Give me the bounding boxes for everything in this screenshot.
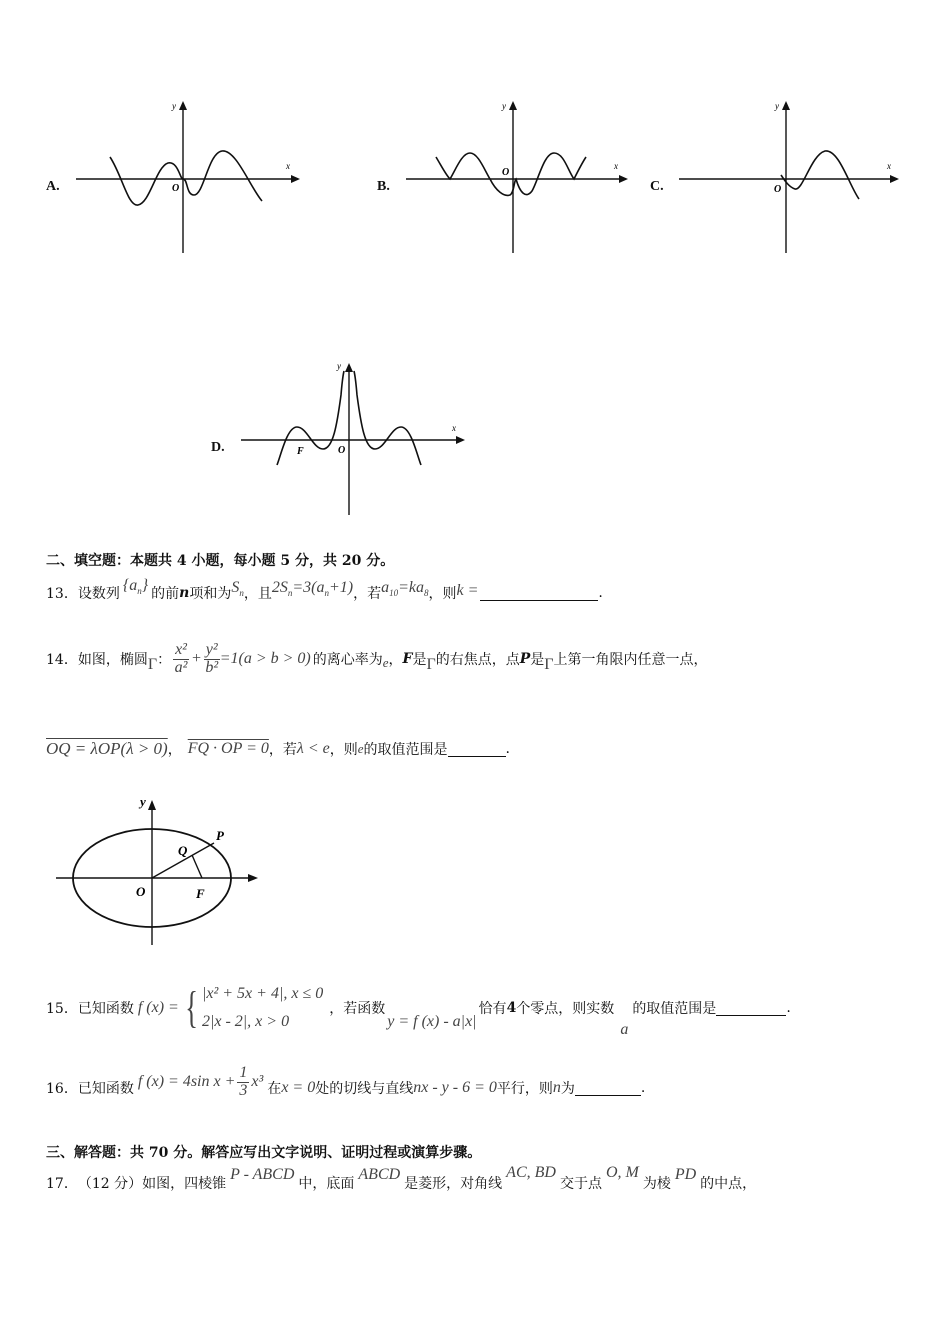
- q15-text-2: ，若函数: [329, 1001, 386, 1017]
- q16-x0: x = 0: [281, 1079, 316, 1096]
- option-c-graph: [673, 95, 913, 260]
- question-14-line-2: [46, 732, 510, 766]
- q17-text-6: 的中点，: [700, 1176, 757, 1192]
- question-16: [46, 1062, 645, 1114]
- q14-comma: ，: [167, 742, 182, 758]
- q13-text-2: 的前: [151, 586, 180, 602]
- x-axis-arrow: [248, 874, 258, 882]
- q15-text-5: 的取值范围是: [632, 1001, 717, 1017]
- q13-condition-1: $2S_n=3(a_n+1)$: [271, 579, 354, 599]
- q14-gamma-2: Γ: [426, 656, 436, 673]
- q14-ellipse-equation: $\frac{\text{x²}}{\text{a²}}$ + $\frac{\text{y²}}{\text{b²}}$ =1(a > b > 0): [174, 640, 311, 676]
- q17-pyramid: P - ABCD: [230, 1166, 295, 1183]
- x-axis-arrow: [456, 436, 465, 444]
- q17-edge: PD: [674, 1166, 697, 1183]
- ellipse-p-label: P: [216, 828, 224, 843]
- q14-text-2: 的离心率为: [312, 652, 383, 668]
- curve-left: [277, 371, 344, 465]
- y-label: y: [502, 101, 506, 111]
- x-label: x: [614, 161, 618, 171]
- option-b-graph: [400, 95, 640, 260]
- option-a-graph: [70, 95, 310, 260]
- option-d-label: D.: [211, 440, 225, 455]
- q13-sequence: $\{a_n\}$: [122, 577, 149, 597]
- origin-label: O: [172, 183, 180, 194]
- q14-text-5: 的右焦点，点: [435, 652, 520, 668]
- question-13: [46, 578, 603, 608]
- q14-text-8: ，若: [268, 742, 297, 758]
- y-label: y: [775, 101, 779, 111]
- x-label: x: [452, 423, 456, 433]
- q13-answer-blank[interactable]: [480, 586, 598, 601]
- question-14: [46, 634, 708, 684]
- x-axis-arrow: [890, 175, 899, 183]
- curve: [781, 151, 859, 199]
- q16-n: n: [552, 1079, 561, 1096]
- q13-text-1: 设数列: [77, 586, 120, 602]
- q15-piecewise: [181, 985, 323, 1031]
- section-2-heading: 二、填空题：本题共 4 小题，每小题 5 分，共 20 分。: [46, 553, 395, 569]
- q15-fx: f (x) =: [137, 999, 179, 1016]
- q15-brace: {: [185, 983, 198, 1032]
- x-label: x: [887, 161, 891, 171]
- option-b-label: B.: [377, 179, 390, 194]
- x-label: x: [286, 161, 290, 171]
- q15-a: a: [620, 1021, 629, 1038]
- q14-gamma: Γ: [147, 656, 158, 673]
- q14-text-9: ，则: [329, 742, 358, 758]
- curve: [110, 151, 262, 205]
- q16-number: 16．: [46, 1081, 78, 1097]
- q14-F: F: [402, 651, 413, 667]
- q17-points: O, M: [605, 1164, 639, 1181]
- question-15: [46, 975, 791, 1041]
- f-label: F: [297, 446, 304, 457]
- q16-fx: f (x) = 4sin x +: [137, 1073, 236, 1090]
- origin-label: O: [502, 167, 510, 178]
- option-d-graph: [235, 355, 475, 520]
- q17-number: 17．: [46, 1176, 78, 1192]
- q13-number: 13．: [46, 586, 78, 602]
- q14-vector-condition: OQ = λOP(λ > 0): [46, 739, 168, 758]
- q17-base: ABCD: [358, 1166, 401, 1183]
- ellipse-o-label: O: [136, 884, 146, 899]
- q16-cube: x³: [251, 1073, 264, 1090]
- option-c-label: C.: [650, 179, 664, 194]
- q15-end: .: [786, 1000, 791, 1016]
- q17-text-2: 中，底面: [298, 1176, 355, 1192]
- x-axis-arrow: [619, 175, 628, 183]
- q17-text-5: 为棱: [642, 1176, 671, 1192]
- q16-text-3: 处的切线与直线: [315, 1081, 414, 1097]
- q15-case-2: 2|x - 2|, x > 0: [201, 1013, 290, 1030]
- q14-answer-blank[interactable]: [448, 742, 506, 757]
- y-label: y: [172, 101, 176, 111]
- q17-diagonals: AC, BD: [506, 1164, 556, 1181]
- q15-four: 4: [506, 1000, 517, 1016]
- q13-text-5: ，若: [353, 586, 382, 602]
- q16-answer-blank[interactable]: [575, 1081, 641, 1096]
- y-axis-arrow: [179, 101, 187, 110]
- q16-text-5: 为: [560, 1081, 575, 1097]
- q14-number: 14．: [46, 652, 78, 668]
- q15-answer-blank[interactable]: [716, 1001, 786, 1016]
- q13-k: k =: [456, 582, 479, 599]
- q16-text-2: 在: [267, 1081, 282, 1097]
- q14-text-3: ，: [388, 652, 403, 668]
- option-a-label: A.: [46, 179, 60, 194]
- question-17: [46, 1166, 756, 1200]
- ellipse-f-label: F: [196, 886, 205, 901]
- x-axis-arrow: [291, 175, 300, 183]
- q17-text-1: 如图，四棱锥: [142, 1176, 227, 1192]
- q14-gamma-3: Γ: [544, 656, 554, 673]
- q13-condition-2: $a_{10}=ka_8$: [381, 579, 429, 599]
- q17-text-3: 是菱形，对角线: [404, 1176, 503, 1192]
- q14-text-10: 的取值范围是: [363, 742, 448, 758]
- q14-dot-condition: FQ · OP = 0: [187, 740, 269, 757]
- q16-fraction: $\frac{1}{3}$: [239, 1063, 248, 1099]
- q17-text-4: 交于点: [559, 1176, 602, 1192]
- q14-lambda-condition: λ < e: [296, 740, 330, 757]
- section-3-heading: 三、解答题：共 70 分。解答应写出文字说明、证明过程或演算步骤。: [46, 1145, 482, 1161]
- q15-gx: y = f (x) - a|x|: [387, 1013, 477, 1030]
- y-axis-arrow: [509, 101, 517, 110]
- origin-label: O: [774, 184, 782, 195]
- q13-n: n: [179, 585, 190, 601]
- curve: [436, 153, 586, 195]
- y-axis-arrow: [148, 800, 156, 810]
- q14-e: e: [382, 655, 389, 670]
- q17-score: （12 分）: [77, 1176, 143, 1192]
- q16-end: .: [640, 1080, 646, 1096]
- segment-QF: [192, 855, 202, 878]
- y-axis-arrow: [782, 101, 790, 110]
- origin-label: O: [338, 445, 346, 456]
- q14-colon: ：: [157, 652, 172, 668]
- y-label: y: [337, 361, 341, 371]
- q16-text-4: 平行，则: [496, 1081, 553, 1097]
- q14-text-6: 是: [530, 652, 545, 668]
- ellipse-q-label: Q: [178, 843, 188, 858]
- q13-text-4: ，且: [243, 586, 272, 602]
- q14-text-1: 如图，椭圆: [77, 652, 148, 668]
- q14-e-2: e: [357, 741, 364, 756]
- ellipse-y-label: y: [140, 794, 146, 809]
- q15-number: 15．: [46, 1001, 78, 1017]
- ellipse-figure: [50, 790, 270, 950]
- q16-line: nx - y - 6 = 0: [413, 1079, 497, 1096]
- y-axis-arrow: [345, 363, 353, 372]
- q13-text-6: ，则: [428, 586, 457, 602]
- q15-text-4: 个零点，则实数: [516, 1001, 615, 1017]
- q13-end: .: [598, 585, 603, 601]
- q13-text-3: 项和为: [189, 586, 232, 602]
- q15-case-1: |x² + 5x + 4|, x ≤ 0: [201, 985, 324, 1002]
- curve-right: [354, 371, 421, 465]
- q14-text-4: 是: [412, 652, 427, 668]
- q13-sum: $S_n$: [231, 579, 244, 599]
- q14-text-7: 上第一角限内任意一点，: [553, 652, 708, 668]
- q14-P: P: [519, 651, 531, 667]
- q14-end: .: [505, 741, 510, 757]
- q15-text-1: 已知函数: [77, 1001, 134, 1017]
- q16-text-1: 已知函数: [77, 1081, 134, 1097]
- q15-text-3: 恰有: [478, 1001, 507, 1017]
